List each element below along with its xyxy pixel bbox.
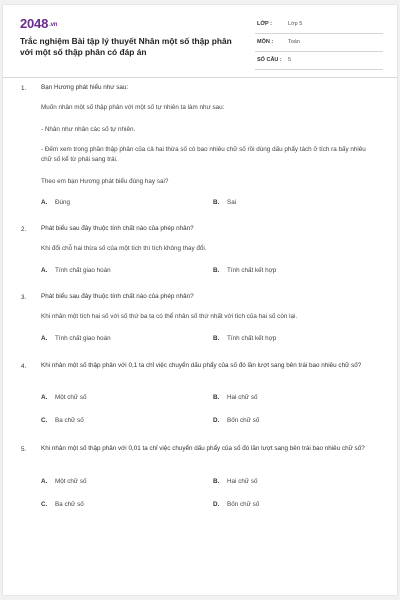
meta-row-subject [255,34,383,52]
meta-label: LỚP : [257,21,272,27]
option-text: Một chữ số [55,394,87,401]
question-paragraph: - Đếm xem trong phần thập phân của cả hai thừa số có bao nhiêu chữ số rồi dùng dấu phẩy tách ở tích ra bấy nhiêu chữ số kể từ phải sang trái. [41,146,366,163]
option-letter: C. [41,501,48,508]
answer-option[interactable] [41,478,87,485]
option-letter: A. [41,478,48,485]
option-text: Tính chất kết hợp [227,267,277,274]
answer-option[interactable] [213,417,259,424]
option-text: Tính chất kết hợp [227,335,277,342]
question-number: 1. [21,85,27,92]
question-number: 4. [21,363,27,370]
worksheet-header [3,5,397,77]
meta-label: SỐ CÂU : [257,57,282,63]
answer-option[interactable] [41,335,111,342]
option-letter: B. [213,394,220,401]
question-paragraph: Khi đổi chỗ hai thừa số của một tích thì tích không thay đổi. [41,245,207,252]
answer-option[interactable] [41,501,84,508]
question-number: 5. [21,446,27,453]
meta-info [255,16,383,70]
answer-option[interactable] [41,267,111,274]
answer-option[interactable] [41,199,70,206]
question-paragraph: - Nhân như nhân các số tự nhiên. [41,126,136,133]
meta-row-question-count [255,52,383,70]
question-paragraph: Theo em bạn Hương phát biểu đúng hay sai? [41,178,169,185]
option-letter: A. [41,199,48,206]
option-letter: D. [213,501,220,508]
answer-option[interactable] [41,417,84,424]
option-text: Ba chữ số [55,501,84,508]
meta-row-class [255,16,383,34]
answer-option[interactable] [213,501,259,508]
option-text: Ba chữ số [55,417,84,424]
option-text: Một chữ số [55,478,87,485]
question-text: Bạn Hương phát hiểu như sau: [41,84,129,91]
question-text: Khi nhân một số thập phân với 0,1 ta chỉ việc chuyển dấu phẩy của số đó lần lượt sang bên trái bao nhiêu chữ số? [41,362,362,369]
option-text: Sai [227,199,237,206]
question-number: 3. [21,294,27,301]
option-letter: B. [213,267,220,274]
option-letter: A. [41,394,48,401]
worksheet-title: Trắc nghiệm Bài tập lý thuyết Nhân một số thập phân với một số thập phân có đáp án [20,36,232,57]
option-letter: C. [41,417,48,424]
option-letter: B. [213,199,220,206]
answer-option[interactable] [213,335,276,342]
option-letter: A. [41,267,48,274]
option-text: Bốn chữ số [227,417,260,424]
answer-option[interactable] [213,478,257,485]
option-letter: B. [213,478,220,485]
question-number: 2. [21,226,27,233]
question-text: Khi nhân một số thập phân với 0,01 ta chỉ việc chuyển dấu phẩy của số đó lần lượt sang bên trái bao nhiêu chữ số? [41,445,365,452]
answer-option[interactable] [213,199,236,206]
option-letter: A. [41,335,48,342]
answer-option[interactable] [213,394,257,401]
meta-value: Lớp 5 [288,21,303,27]
question-paragraph: Khi nhân một tích hai số với số thứ ba ta có thể nhân số thứ nhất với tích của hai số còn lại. [41,313,298,320]
logo-suffix: .vn [49,21,58,28]
option-text: Đúng [55,199,71,206]
question-paragraph: Muốn nhân một số thập phân với một số tự nhiên ta làm như sau: [41,104,225,111]
site-logo[interactable] [20,16,57,31]
question-text: Phát biểu sau đây thuộc tính chất nào của phép nhân? [41,225,194,232]
question-text: Phát biểu sau đây thuộc tính chất nào của phép nhân? [41,293,194,300]
answer-option[interactable] [213,267,276,274]
meta-label: MÔN : [257,39,274,45]
option-letter: D. [213,417,220,424]
answer-option[interactable] [41,394,87,401]
option-text: Tính chất giao hoán [55,267,111,274]
logo-text: 2048 [20,16,49,31]
option-letter: B. [213,335,220,342]
header-divider [3,77,397,78]
option-text: Tính chất giao hoán [55,335,111,342]
meta-value: 5 [288,57,292,63]
meta-value: Toán [288,39,300,45]
worksheet-page [3,5,397,595]
option-text: Hai chữ số [227,394,258,401]
option-text: Hai chữ số [227,478,258,485]
option-text: Bốn chữ số [227,501,260,508]
